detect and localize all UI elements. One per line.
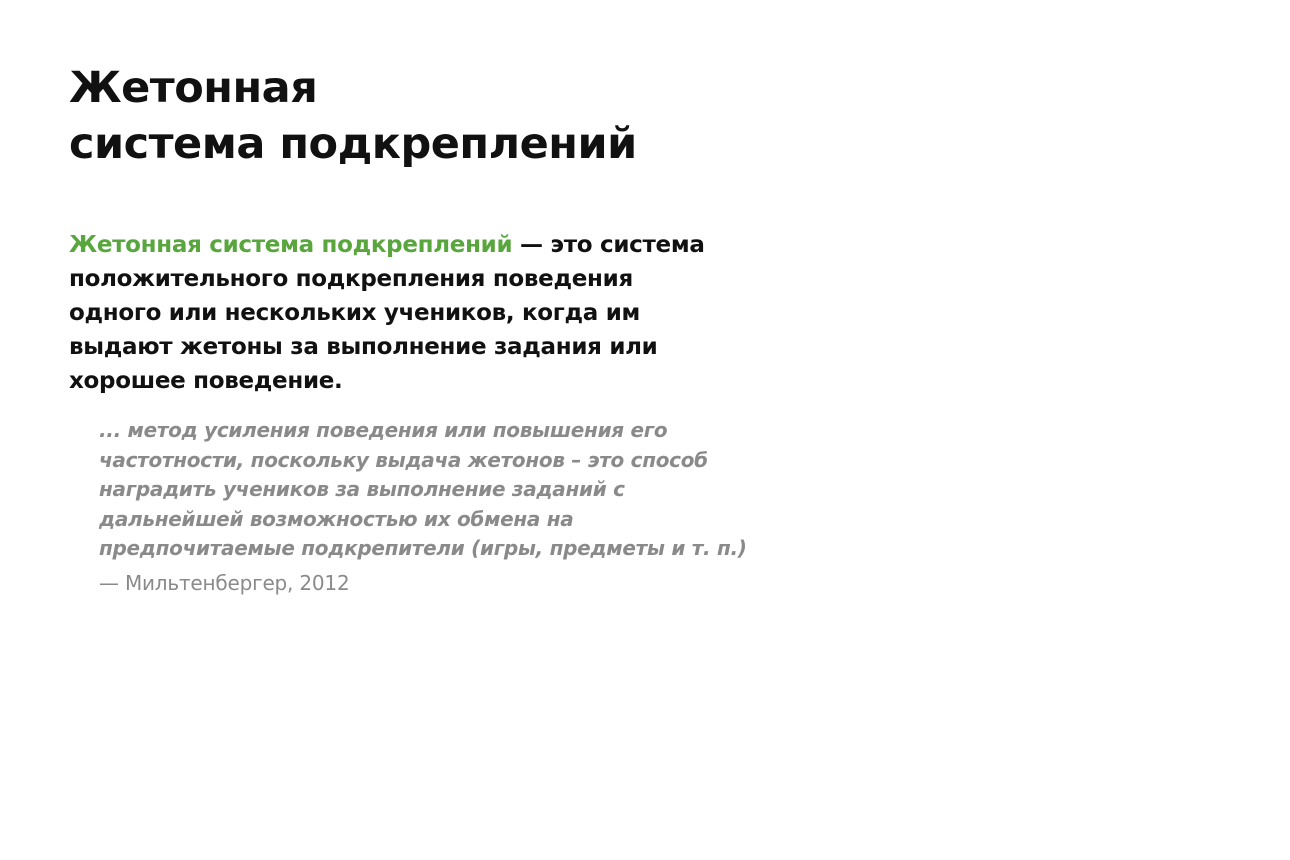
definition-line-rest: — это система	[512, 232, 705, 258]
quote-line: наградить учеников за выполнение заданий с	[99, 477, 625, 501]
quote-line: ... метод усиления поведения или повышения его	[99, 418, 668, 442]
definition-line	[69, 228, 769, 262]
page-title	[69, 60, 637, 172]
highlighted-term: Жетонная система подкреплений	[69, 232, 513, 258]
definition-line: хорошее поведение.	[69, 368, 343, 394]
quote-attribution: — Мильтенбергер, 2012	[99, 571, 350, 595]
definition-line: выдают жетоны за выполнение задания или	[69, 334, 658, 360]
definition-line: одного или нескольких учеников, когда им	[69, 300, 641, 326]
quote-line: дальнейшей возможностью их обмена на	[99, 506, 574, 531]
title-line: Жетонная	[69, 63, 318, 113]
definition-line: положительного подкрепления поведения	[69, 266, 633, 292]
definition-paragraph	[69, 228, 769, 398]
quote-line: частотности, поскольку выдача жетонов – это способ	[99, 447, 708, 472]
citation-quote	[99, 416, 799, 564]
title-line: система подкреплений	[69, 119, 637, 169]
quote-line: предпочитаемые подкрепители (игры, предметы и т. п.)	[99, 536, 747, 560]
